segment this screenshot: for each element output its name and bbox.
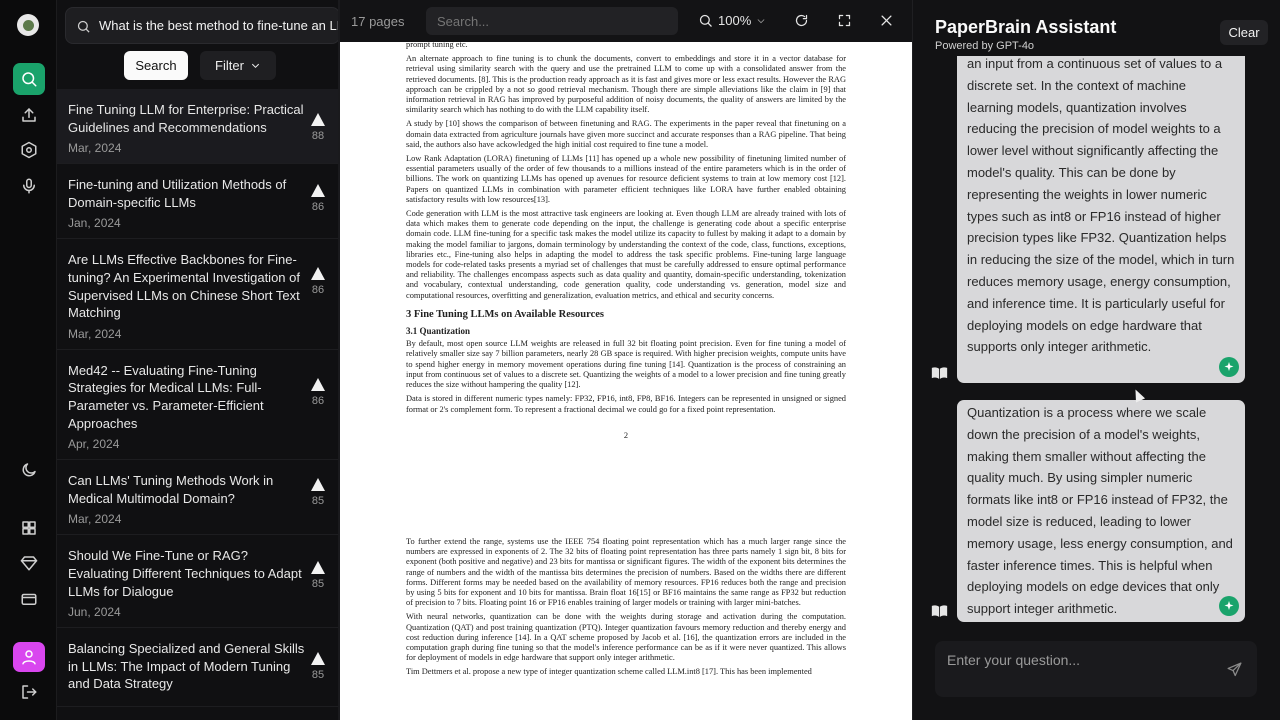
result-item[interactable] bbox=[57, 460, 338, 535]
results-list bbox=[57, 89, 338, 707]
vote-count: 85 bbox=[311, 578, 325, 591]
vote-count: 86 bbox=[311, 201, 325, 214]
result-date: Mar, 2024 bbox=[68, 326, 122, 341]
result-date: Apr, 2024 bbox=[68, 437, 120, 452]
left-rail bbox=[0, 0, 57, 720]
message-text: an input from a continuous set of values to a discrete set. In the context of machine learning models, quantization involves reducing the precision of model weights to a lower level without significantly affecting the model's quality. This can be done by representing the weights in lower numeric types such as int8 or FP16 instead of higher precision types like FP32. Quantization helps in reducing the size of the model, which in turn reduces memory usage, energy consumption, and inference time. It is particularly useful for deploying models on edge hardware that supports only integer arithmetic. bbox=[967, 56, 1235, 355]
result-item[interactable] bbox=[57, 350, 338, 460]
result-item[interactable] bbox=[57, 164, 338, 239]
book-icon bbox=[931, 604, 948, 618]
page-count: 17 pages bbox=[351, 14, 405, 29]
settings-icon bbox=[20, 141, 38, 159]
vote-count: 88 bbox=[311, 130, 325, 142]
question-box bbox=[935, 641, 1257, 697]
paper-search-input[interactable] bbox=[99, 8, 339, 43]
upvote[interactable] bbox=[310, 184, 326, 213]
book-icon bbox=[931, 366, 948, 380]
search-nav-button[interactable] bbox=[13, 63, 45, 95]
result-item[interactable] bbox=[57, 535, 338, 628]
clear-label: Clear bbox=[1228, 25, 1260, 40]
paragraph: With neural networks, quantization can be done with the weights during storage and activation during the computation. Quantization (QAT) and post training quantization (PTQ). Integer quantization favours memory reduction and thereby energy and cost reduction during inference [14]. In a QAT scheme proposed by Jacob et al. [16], the quantization errors are included in the computation graph during fine tuning so that the model's inference performance can be as if it were never quantized. This allows for deployment of models in edge hardware that support only integer arithmetic. bbox=[406, 612, 846, 663]
paper-search-box bbox=[65, 7, 340, 44]
refresh-button[interactable] bbox=[794, 13, 809, 28]
assistant-title: PaperBrain Assistant bbox=[935, 17, 1117, 37]
section-heading: 3 Fine Tuning LLMs on Available Resources bbox=[406, 308, 604, 320]
upvote-icon bbox=[311, 184, 325, 197]
upvote-icon bbox=[311, 113, 325, 126]
result-date: Mar, 2024 bbox=[68, 141, 122, 156]
search-icon bbox=[20, 70, 38, 88]
microphone-nav-button[interactable] bbox=[13, 170, 45, 202]
paragraph: A study by [10] shows the comparison of between finetuning and RAG. The experiments in the paper reveal that finetuning on a domain data extracted from agriculture journals have given more succinct and accurate responses than a RAG pipeline. That being said, the authors also have ackowledged the high initial cost required to fine tune a model. bbox=[406, 119, 846, 149]
simplify-button[interactable] bbox=[1219, 596, 1239, 616]
logout-icon bbox=[20, 683, 38, 701]
card-icon bbox=[20, 590, 38, 608]
user-icon bbox=[20, 648, 38, 666]
pdf-toolbar bbox=[340, 0, 912, 42]
gem-icon bbox=[20, 554, 38, 572]
upvote[interactable] bbox=[310, 113, 326, 142]
clear-button[interactable] bbox=[1220, 20, 1268, 45]
zoom-control[interactable] bbox=[698, 13, 766, 28]
pdf-page bbox=[340, 42, 912, 720]
upvote-icon bbox=[311, 267, 325, 280]
result-date bbox=[68, 698, 306, 706]
source-button[interactable] bbox=[931, 366, 948, 380]
result-title: Should We Fine-Tune or RAG? Evaluating Different Techniques to Adapt LLMs for Dialogue bbox=[68, 548, 302, 599]
assistant-message bbox=[957, 56, 1245, 383]
send-button[interactable] bbox=[1226, 661, 1243, 678]
search-button-label: Search bbox=[135, 58, 177, 73]
fullscreen-icon bbox=[837, 13, 852, 28]
result-title: Fine-tuning and Utilization Methods of Domain-specific LLMs bbox=[68, 177, 287, 210]
pdf-search-input[interactable] bbox=[426, 7, 678, 35]
microphone-icon bbox=[20, 177, 38, 195]
close-viewer-button[interactable] bbox=[879, 13, 894, 28]
upvote-icon bbox=[311, 478, 325, 491]
result-item[interactable] bbox=[57, 239, 338, 349]
filter-button[interactable] bbox=[200, 51, 276, 80]
paragraph: Low Rank Adaptation (LORA) finetuning of LLMs [11] has opened up a whole new possibility of finetuning limited number of essential parameters usually of the order of few thousands to a millions instead of the entire parameters which is in the order of billions. The work on quantizing LLMs has opened up avenues for resource deficient systems to train at low memory cost [12]. Papers on quantized LLMs in combination with parameter efficient techniques like LORA have further enabled obtaining satisfactory results with low resources[13]. bbox=[406, 154, 846, 204]
simplify-button[interactable] bbox=[1219, 357, 1239, 377]
paragraph: prompt tuning etc. bbox=[406, 42, 468, 49]
upvote[interactable] bbox=[310, 267, 326, 296]
subsection-heading: 3.1 Quantization bbox=[406, 326, 471, 337]
upvote[interactable] bbox=[310, 478, 326, 507]
question-input[interactable] bbox=[947, 649, 1207, 671]
result-item[interactable] bbox=[57, 628, 338, 707]
paragraph: An alternate approach to fine tuning is to chunk the documents, convert to embeddings and store it in a vector database for retrieval using similarity search with the query and use the pretrained LLM to come up with a consolidated answer from the retrieved documents. [8]. This is the production ready approach as it is fast and gives more or less exact results. However the RAG approach can be crippled by a not so good retrieval mechanism. Though there are simple alleviations like the claim in [9] that information retrieval in RAG has improved by purposeful addition of noisy documents, the quality of answers are limited by the similarity search which has nothing to do with the LLM capability itself. bbox=[406, 54, 846, 115]
assistant-message bbox=[957, 400, 1245, 622]
result-item[interactable] bbox=[57, 89, 338, 164]
result-date: Jan, 2024 bbox=[68, 216, 121, 231]
premium-nav-button[interactable] bbox=[13, 547, 45, 579]
dashboard-nav-button[interactable] bbox=[13, 512, 45, 544]
upload-icon bbox=[20, 106, 38, 124]
send-icon bbox=[1226, 661, 1243, 678]
sparkle-icon bbox=[1223, 600, 1235, 612]
paragraph: Code generation with LLM is the most attractive task engineers are looking at. Even though LLM are already trained with lots of data which makes them to generate code depending on the input, the challenge is generating code about a specific enterprise domain code. LLM fine-tuning for a specific task makes the model utilize its capacity to fullest by making it adapt to a domain by making the model familiar to jargons, domain terminology by understanding the context of the code, class, functions, exceptions, libraries etc., Fine-tuning also helps in adapting the model to address the task specific problems. Fine-tuning large language models for code-related tasks presents a myriad set of challenges that must be carefully addressed to ensure optimal performance and reliability. The challenges encompass aspects such as data quality and quantity, domain-specific understanding, tokenization and vocabulary, contextual understanding, code generation quality, code understanding vs. generation, model size and computational resources, overfitting and generalization, evaluation metrics, and ethical and security concerns. bbox=[406, 209, 846, 300]
vote-count: 85 bbox=[311, 669, 325, 682]
result-title: Are LLMs Effective Backbones for Fine-tuning? An Experimental Investigation of Supervised LLMs on Chinese Short Text Matching bbox=[68, 252, 300, 321]
paragraph: Data is stored in different numeric types namely: FP32, FP16, int8, FP8, BF16. Integers can be represented in unsigned or signed format or 2's complement form. To represent a fractional decimal we could go for a fixed point representation. bbox=[406, 394, 846, 414]
zoom-level: 100% bbox=[718, 13, 752, 28]
search-icon bbox=[76, 19, 91, 34]
assistant-panel bbox=[912, 0, 1280, 720]
user-profile-button[interactable] bbox=[13, 642, 45, 672]
sparkle-icon bbox=[1223, 361, 1235, 373]
upvote[interactable] bbox=[310, 378, 326, 407]
paragraph: By default, most open source LLM weights are released in full 32 bit floating point precision. Even for fine tuning a model of relatively smaller size say 7 billion parameters, nearly 28 GB space is required. With higher precision weights, compute units have to spend higher energy in memory movement operations during fine tuning [14]. Quantization is the process of constraining an input from continuous set of values to a discrete set. Quantizing the weights of a model to a lower precision and fine tuning greatly reduces the size without hampering the quality [12]. bbox=[406, 339, 846, 390]
paragraph: Tim Dettmers et al. propose a new type of integer quantization scheme called LLM.int8 [17]. This has been implemented bbox=[406, 667, 812, 677]
upvote[interactable] bbox=[310, 561, 326, 590]
billing-nav-button[interactable] bbox=[13, 583, 45, 615]
theme-toggle-button[interactable] bbox=[13, 454, 45, 486]
upvote-icon bbox=[311, 652, 325, 665]
app-logo[interactable] bbox=[17, 14, 39, 36]
upvote-icon bbox=[311, 378, 325, 391]
theme-icon bbox=[20, 461, 38, 479]
result-date: Jun, 2024 bbox=[68, 605, 121, 620]
pdf-text bbox=[406, 42, 846, 682]
grid-icon bbox=[20, 519, 38, 537]
source-button[interactable] bbox=[931, 604, 948, 618]
vote-count: 86 bbox=[311, 284, 325, 297]
settings-nav-button[interactable] bbox=[13, 134, 45, 166]
result-title: Med42 -- Evaluating Fine-Tuning Strategies for Medical LLMs: Full-Parameter vs. Parameter-Efficient Approaches bbox=[68, 362, 264, 431]
search-results-panel bbox=[57, 0, 338, 720]
message-text: Quantization is a process where we scale down the precision of a model's weights, making them smaller without affecting the quality much. By using simpler numeric formats like int8 or FP16 instead of FP32, the model size is reduced, leading to lower memory usage, less energy consumption, and faster inference times. This is helpful when deploying models on edge devices that only support integer arithmetic. bbox=[967, 405, 1233, 617]
result-title: Balancing Specialized and General Skills in LLMs: The Impact of Modern Tuning and Data Strategy bbox=[68, 641, 305, 692]
assistant-subtitle: Powered by GPT-4o bbox=[935, 40, 1035, 52]
search-button[interactable] bbox=[124, 51, 188, 80]
result-title: Can LLMs' Tuning Methods Work in Medical Multimodal Domain? bbox=[68, 473, 274, 506]
close-icon bbox=[879, 13, 894, 28]
pdf-viewer bbox=[340, 0, 912, 720]
zoom-icon bbox=[698, 13, 713, 28]
vote-count: 86 bbox=[311, 394, 325, 407]
result-date: Mar, 2024 bbox=[68, 512, 122, 527]
chevron-down-icon bbox=[756, 16, 766, 26]
page-number: 2 bbox=[623, 430, 629, 440]
vote-count: 85 bbox=[311, 495, 325, 508]
paragraph: To further extend the range, systems use the IEEE 754 floating point representation which has a much larger range since the numbers are expressed in exponents of 2. The 32 bits of floating point representation has three parts namely 1 sign bit, 8 bits for exponent (both positive and negative) and 23 bits for mantissa or significant figures. The width of the exponent bits determines the range of numbers and the width of the mantissa bits determines the precision of numbers. Based on the widths there are different forms. Different forms may be needed based on the availability of memory resources. FP16 reduces both the range and precision by using 5 bits for exponent and 10 bits for mantissa. Brain float 16[15] or BF16 maintains the same range as FP32 but reduction of precision to 7 bits. Floating point 16 or FP16 enables training of larger models or training with larger mini-batches. bbox=[406, 536, 846, 608]
refresh-icon bbox=[794, 13, 809, 28]
result-title: Fine Tuning LLM for Enterprise: Practical Guidelines and Recommendations bbox=[68, 102, 304, 135]
upvote-icon bbox=[311, 561, 325, 574]
fullscreen-button[interactable] bbox=[837, 13, 852, 28]
logout-button[interactable] bbox=[13, 676, 45, 708]
upvote[interactable] bbox=[310, 652, 326, 681]
upload-nav-button[interactable] bbox=[13, 99, 45, 131]
filter-button-label: Filter bbox=[215, 58, 244, 73]
chevron-down-icon bbox=[250, 60, 261, 71]
